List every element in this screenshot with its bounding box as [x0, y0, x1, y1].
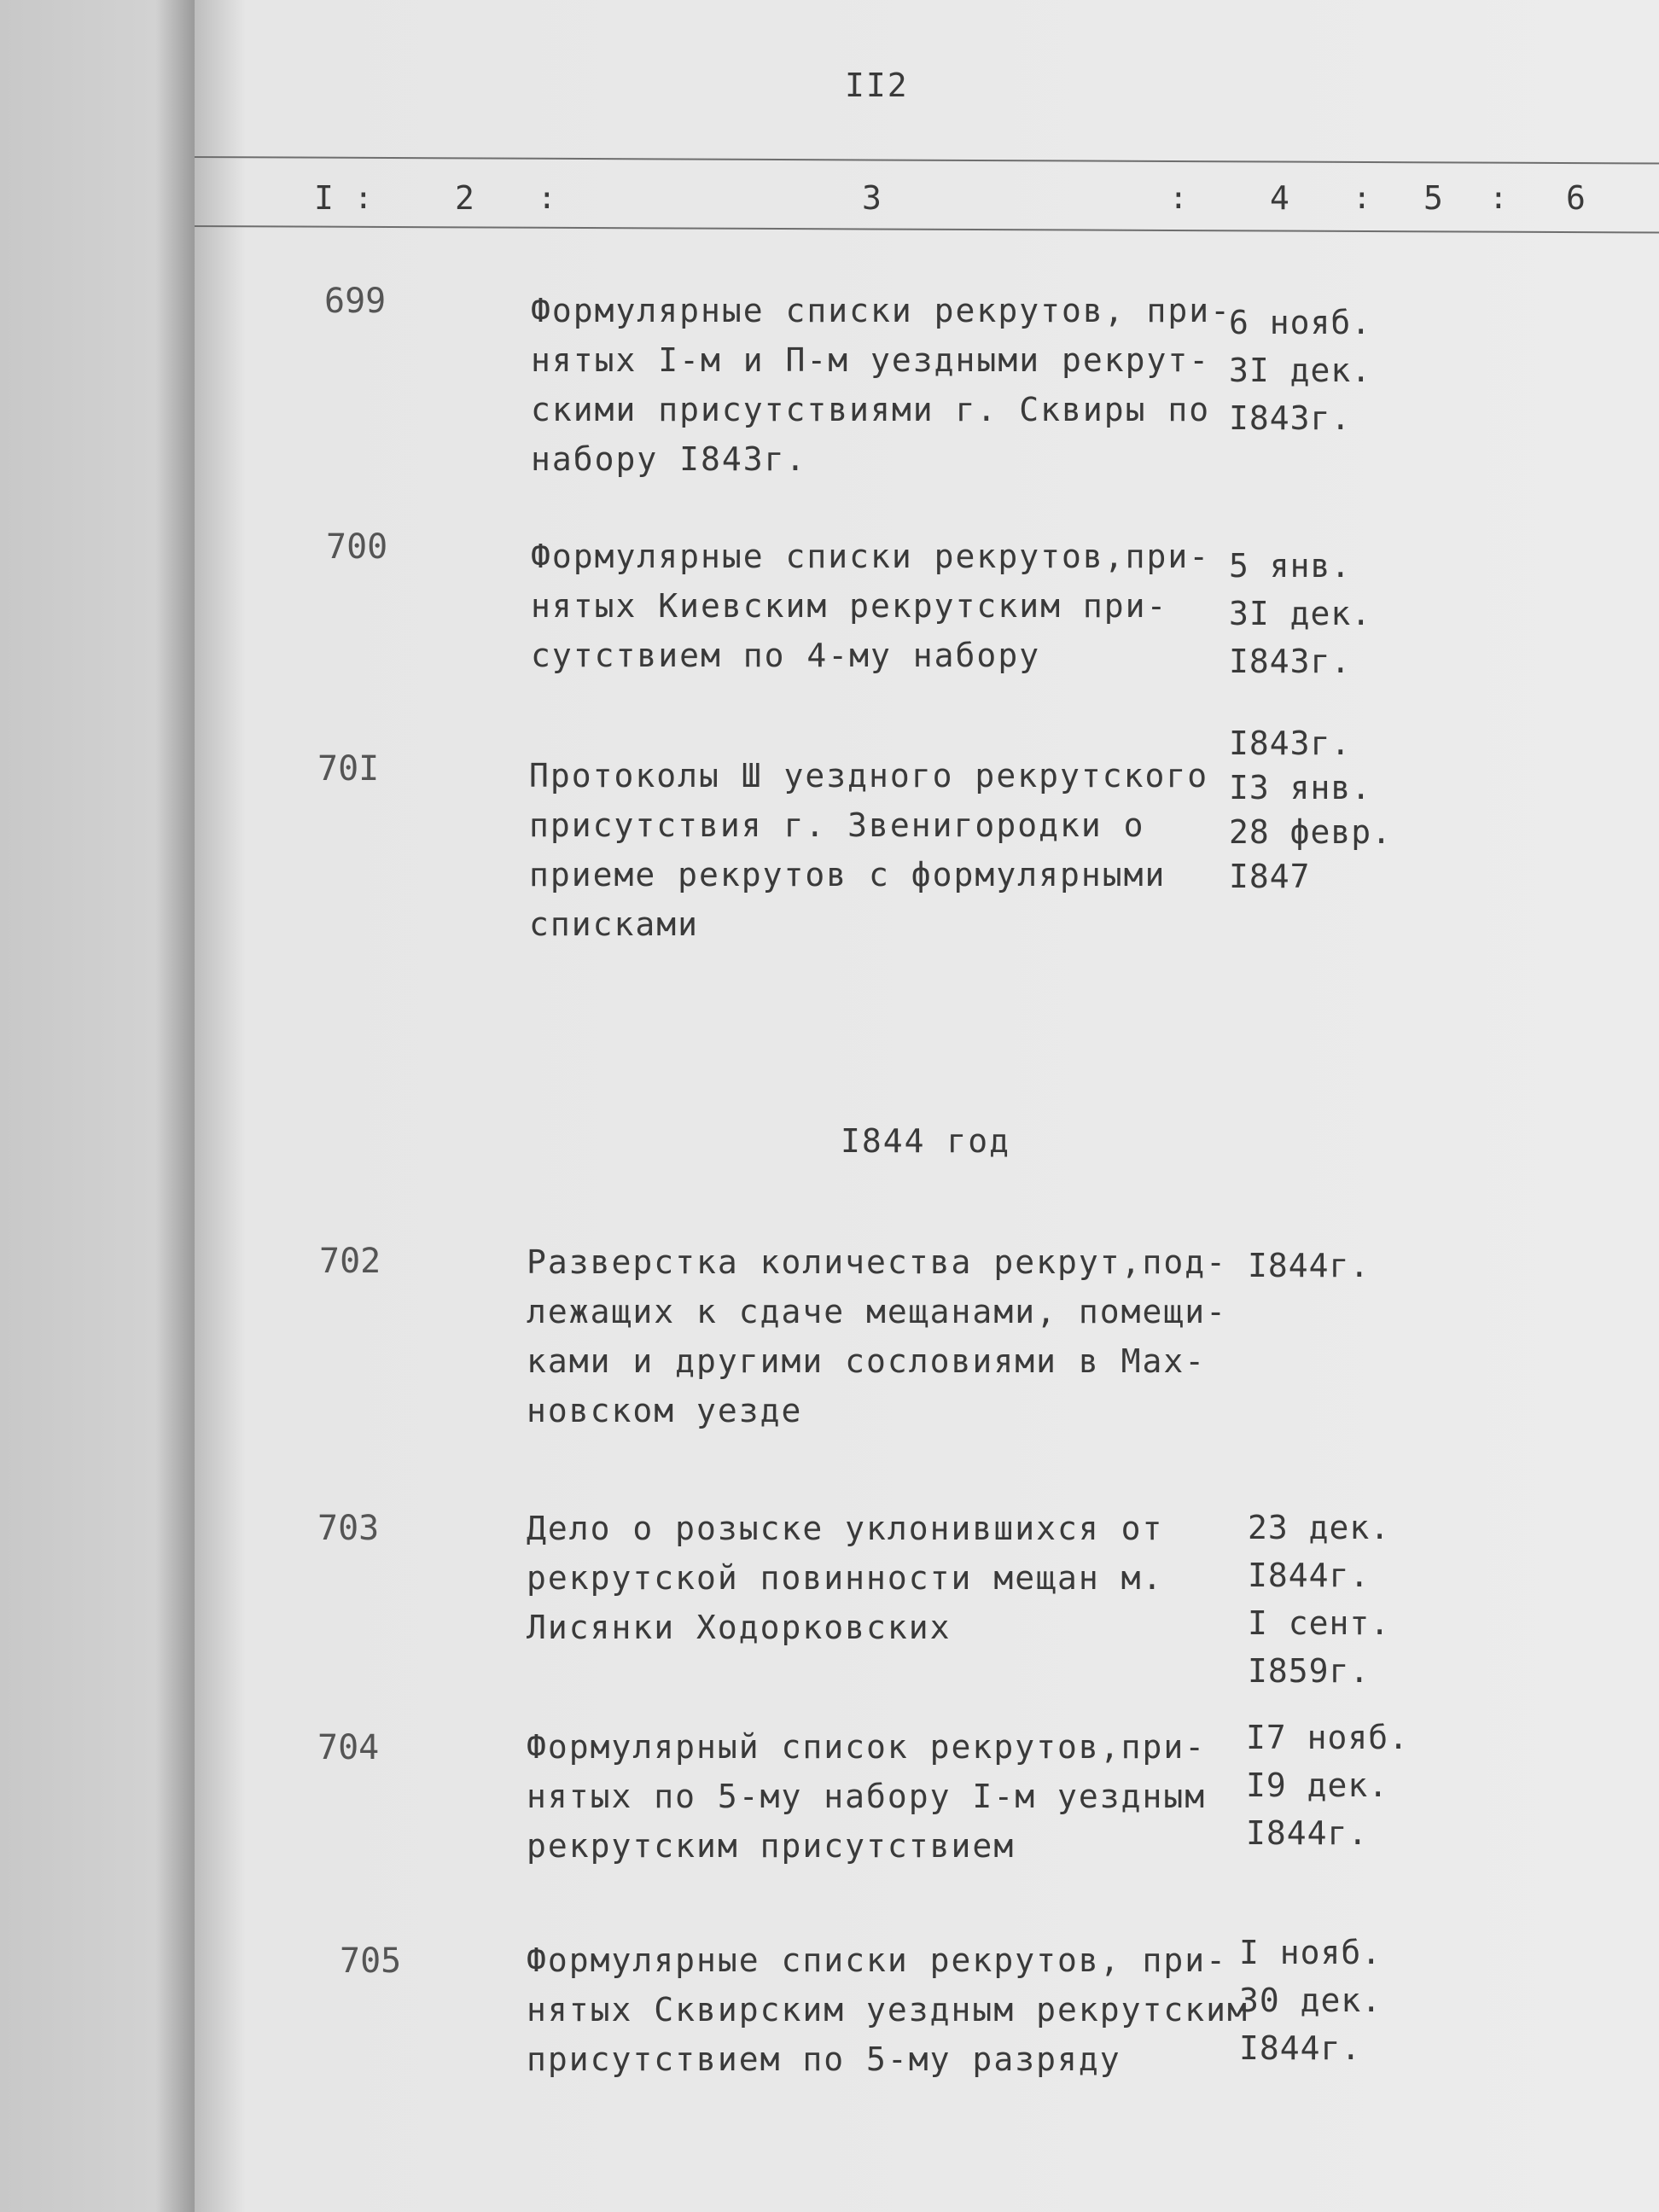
column-separator: : — [1489, 181, 1508, 216]
entry-number: 702 — [319, 1242, 381, 1281]
date-line: I844г. — [1239, 2029, 1362, 2067]
description-line: скими присутствиями г. Сквиры по — [531, 391, 1211, 428]
entry-description — [527, 1936, 1249, 2084]
description-line: Протоколы Ш уездного рекрутского — [529, 757, 1209, 795]
entry-description — [529, 751, 1208, 949]
date-line: 28 февр. — [1229, 813, 1393, 851]
description-line: присутствием по 5-му разряду — [527, 2040, 1121, 2078]
entry-dates — [1239, 1929, 1382, 2072]
date-line: 3I дек. — [1229, 352, 1372, 389]
year-heading: I844 год — [841, 1122, 1011, 1160]
date-line: 6 нояб. — [1229, 304, 1372, 341]
date-line: I859г. — [1248, 1652, 1371, 1690]
date-line: I844г. — [1246, 1814, 1369, 1852]
entry-dates — [1229, 299, 1371, 442]
entry-number: 70I — [317, 749, 380, 789]
description-line: Формулярные списки рекрутов,при- — [531, 538, 1211, 575]
column-separator: : — [354, 181, 373, 216]
column-separator: : — [1169, 181, 1188, 216]
description-line: списками — [529, 905, 700, 943]
date-line: 30 дек. — [1239, 1982, 1382, 2019]
description-line: нятых Киевским рекрутским при- — [531, 587, 1168, 625]
entry-dates — [1246, 1714, 1409, 1857]
column-header-3: 3 — [862, 179, 882, 217]
column-header-2: 2 — [455, 179, 474, 217]
description-line: нятых I-м и П-м уездными рекрут- — [531, 341, 1211, 379]
column-separator: : — [1353, 181, 1371, 216]
description-line: сутствием по 4-му набору — [531, 637, 1041, 674]
description-line: присутствия г. Звенигородки о — [529, 806, 1145, 844]
entry-dates — [1248, 1242, 1370, 1289]
facing-page-edge — [0, 0, 195, 2212]
date-line: I3 янв. — [1229, 769, 1372, 806]
description-line: Формулярный список рекрутов,при- — [527, 1728, 1207, 1766]
date-line: I847 — [1229, 858, 1311, 895]
description-line: нятых по 5-му набору I-м уездным — [527, 1778, 1207, 1815]
column-header-6: 6 — [1566, 179, 1586, 217]
description-line: ками и другими сословиями в Мах- — [527, 1342, 1207, 1380]
entry-dates — [1229, 542, 1371, 685]
column-header-5: 5 — [1423, 179, 1443, 217]
entry-number: 704 — [317, 1728, 380, 1767]
description-line: рекрутским присутствием — [527, 1827, 1016, 1865]
entry-description — [527, 1504, 1163, 1652]
description-line: Разверстка количества рекрут,под- — [527, 1243, 1227, 1281]
description-line: рекрутской повинности мещан м. — [527, 1559, 1164, 1597]
description-line: нятых Сквирским уездным рекрутским — [527, 1991, 1249, 2029]
description-line: набору I843г. — [531, 440, 807, 478]
date-line: 23 дек. — [1248, 1509, 1391, 1546]
entry-description — [531, 532, 1210, 680]
date-line: I844г. — [1248, 1247, 1371, 1284]
entry-description — [527, 1237, 1227, 1435]
entry-dates — [1248, 1504, 1390, 1695]
description-line: Формулярные списки рекрутов, при- — [531, 292, 1231, 329]
date-line: I843г. — [1229, 643, 1352, 680]
page-number: II2 — [845, 67, 909, 104]
date-line: 3I дек. — [1229, 595, 1372, 632]
date-line: I843г. — [1229, 399, 1352, 437]
date-line: I9 дек. — [1246, 1767, 1389, 1804]
description-line: новском уезде — [527, 1392, 803, 1429]
entry-number: 705 — [340, 1941, 402, 1981]
column-separator: : — [538, 181, 556, 216]
description-line: Дело о розыске уклонившихся от — [527, 1510, 1164, 1547]
date-line: I843г. — [1229, 725, 1352, 762]
description-line: приеме рекрутов с формулярными — [529, 856, 1167, 894]
entry-description — [531, 286, 1231, 484]
date-line: I7 нояб. — [1246, 1719, 1410, 1756]
description-line: лежащих к сдаче мещанами, помещи- — [527, 1293, 1227, 1330]
column-header-4: 4 — [1270, 179, 1289, 217]
entry-description — [527, 1722, 1206, 1871]
entry-number: 699 — [324, 282, 387, 321]
date-line: 5 янв. — [1229, 547, 1352, 585]
description-line: Лисянки Ходорковских — [527, 1609, 952, 1646]
entry-number: 703 — [317, 1509, 380, 1548]
description-line: Формулярные списки рекрутов, при- — [527, 1941, 1227, 1979]
date-line: I844г. — [1248, 1557, 1371, 1594]
entry-dates — [1229, 721, 1392, 899]
column-header-1: I — [314, 179, 334, 217]
date-line: I нояб. — [1239, 1934, 1382, 1971]
entry-number: 700 — [326, 527, 388, 567]
date-line: I сент. — [1248, 1604, 1391, 1642]
